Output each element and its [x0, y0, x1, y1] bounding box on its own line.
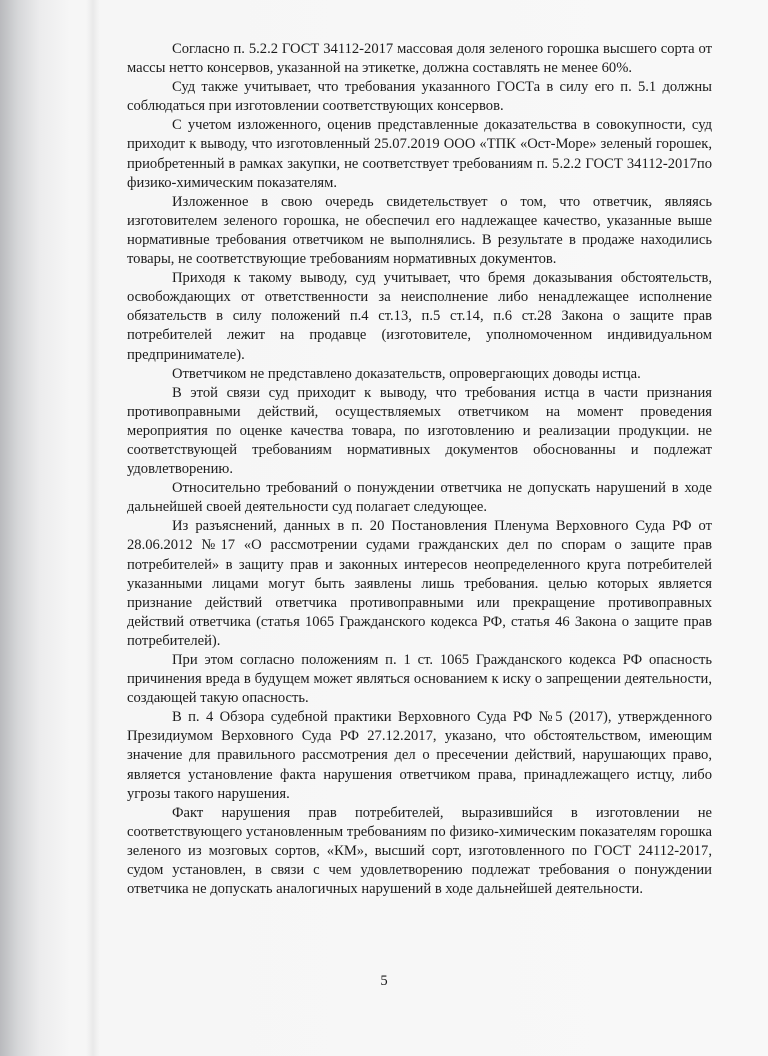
paragraph-2: Суд также учитывает, что требования указанного ГОСТа в силу его п. 5.1 должны соблюдаться при изготовлении соответствующих консервов. — [127, 79, 712, 115]
paragraph-7: В этой связи суд приходит к выводу, что требования истца в части признания противоправными действий, осуществляемых ответчиком на момент проведения мероприятия по оценке качества товара, по изготовлению и реализации продукции. не соответствующей требованиям нормативных документов обоснованны и подлежат удовлетворению. — [127, 384, 712, 478]
paragraph-11: В п. 4 Обзора судебной практики Верховного Суда РФ №5 (2017), утвержденного Президиумом Верховного Суда РФ 27.12.2017, указано, что обстоятельством, имеющим значение для правильного рассмотрения дел о пресечении действий, нарушающих право, является установление факта нарушения ответчиком права, принадлежащего истцу, либо угрозы такого нарушения. — [127, 709, 712, 802]
paragraph-5: Приходя к такому выводу, суд учитывает, что бремя доказывания обстоятельств, освобождающих от ответственности за неисполнение либо ненадлежащее исполнение обязательств в силу положений п.4 ст.13, п.5 ст.14, п.6 ст.28 Закона о защите прав потребителей лежит на продавце (изготовителе, уполномоченном индивидуальном предпринимателе). — [127, 270, 712, 363]
paragraph-4: Изложенное в свою очередь свидетельствует о том, что ответчик, являясь изготовителем зеленого горошка, не обеспечил его надлежащее качество, указанные выше нормативные требования ответчиком не выполнялись. В результате в продаже находились товары, не соответствующие требованиям нормативных документов. — [127, 193, 712, 268]
paragraph-8: Относительно требований о понуждении ответчика не допускать нарушений в ходе дальнейшей своей деятельности суд полагает следующее. — [127, 480, 712, 516]
document-body — [127, 40, 712, 899]
paragraph-1: Согласно п. 5.2.2 ГОСТ 34112-2017 массовая доля зеленого горошка высшего сорта от массы нетто консервов, указанной на этикетке, должна составлять не менее 60%. — [127, 41, 712, 77]
paragraph-6: Ответчиком не представлено доказательств, опровергающих доводы истца. — [172, 365, 641, 382]
page-number: 5 — [380, 973, 388, 989]
paragraph-12: Факт нарушения прав потребителей, выразившийся в изготовлении не соответствующего установленным требованиям по физико-химическим показателям горошка зеленого из мозговых сортов, «КМ», высший сорт, изготовленного по ГОСТ 24112-2017, судом установлен, в связи с чем удовлетворению подлежат требования о понуждении ответчика не допускать аналогичных нарушений в ходе дальнейшей деятельности. — [127, 804, 712, 898]
paragraph-9: Из разъяснений, данных в п. 20 Постановления Пленума Верховного Суда РФ от 28.06.2012 №17 «О рассмотрении судами гражданских дел по спорам о защите прав потребителей» в защиту прав и законных интересов неопределенного круга потребителей указанными лицами могут быть заявлены лишь требования. целью которых является признание действий ответчика противоправными или прекращение противоправных действий ответчика (статья 1065 Гражданского кодекса РФ, статья 46 Закона о защите прав потребителей). — [127, 518, 712, 649]
paragraph-3: С учетом изложенного, оценив представленные доказательства в совокупности, суд приходит к выводу, что изготовленный 25.07.2019 ООО «ТПК «Ост-Море» зеленый горошек, приобретенный в рамках закупки, не соответствует требованиям п. 5.2.2 ГОСТ 34112-2017по физико-химическим показателям. — [127, 117, 712, 191]
paragraph-10: При этом согласно положениям п. 1 ст. 1065 Гражданского кодекса РФ опасность причинения вреда в будущем может являться основанием к иску о запрещении деятельности, создающей такую опасность. — [127, 652, 712, 707]
page-fold-shadow — [86, 0, 100, 1056]
